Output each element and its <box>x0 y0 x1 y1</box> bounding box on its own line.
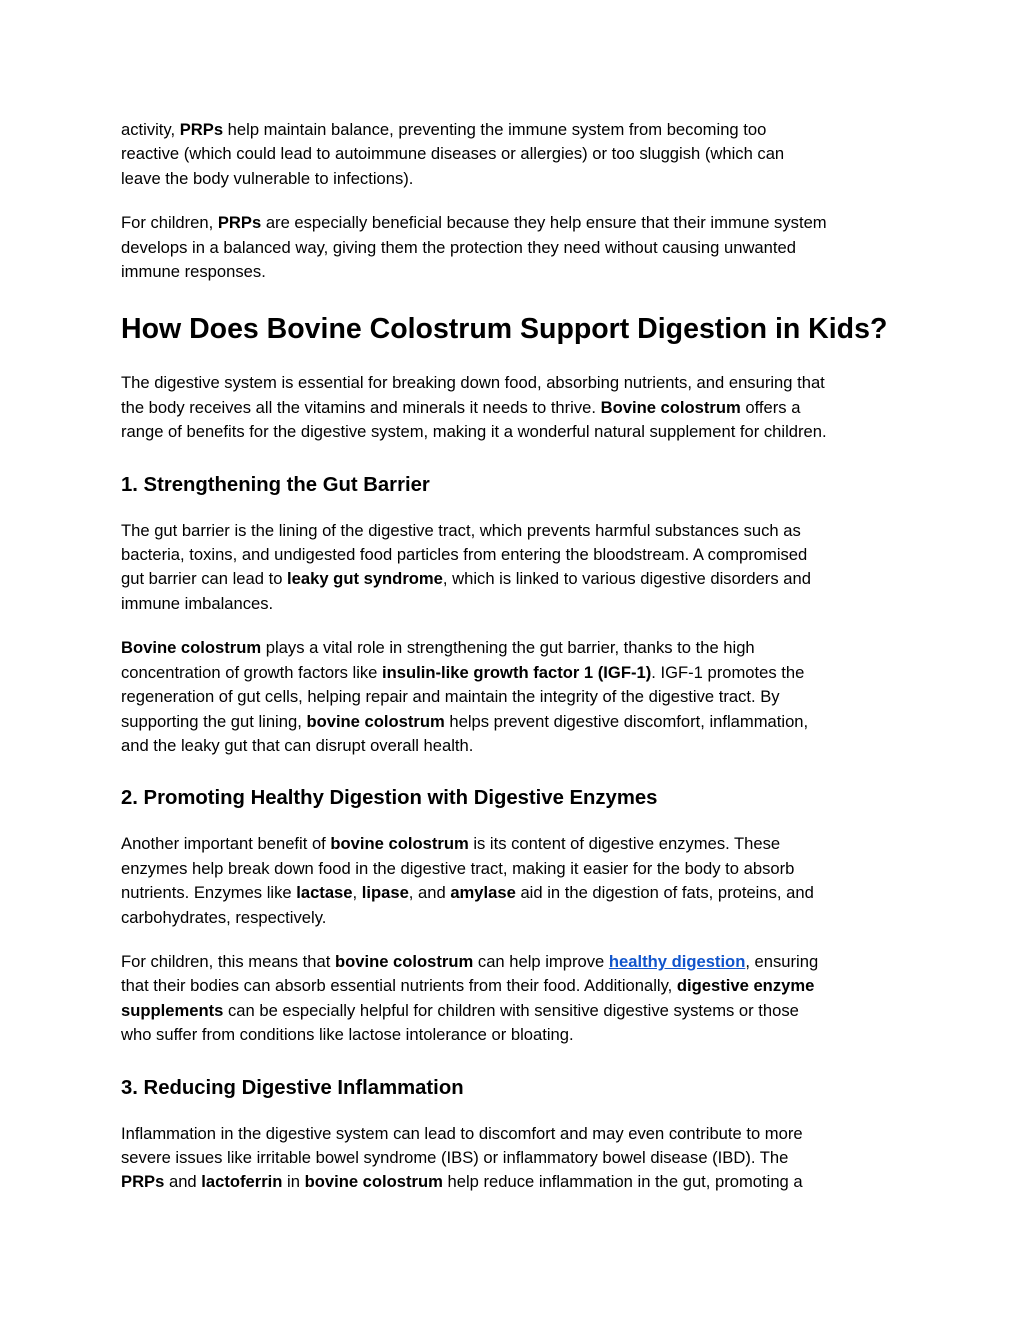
bold-term: PRPs <box>121 1172 165 1192</box>
text-run: offers a range of benefits for the digestive system, making it a wonderful natural supplement for children. <box>121 397 827 442</box>
bold-term: digestive enzyme supplements <box>121 976 815 1020</box>
text-run: 3. Reducing Digestive Inflammation <box>121 1076 464 1099</box>
bold-term: amylase <box>450 883 516 903</box>
healthy-digestion-link[interactable]: healthy digestion <box>608 951 746 971</box>
text-run: 2. Promoting Healthy Digestion with Digestive Enzymes <box>121 787 658 810</box>
text-run: activity, <box>121 120 180 139</box>
text-run: For children, <box>121 213 218 233</box>
bold-term: bovine colostrum <box>304 1172 443 1192</box>
bold-term: PRPs <box>179 120 224 139</box>
paragraph-prps-children <box>121 211 904 284</box>
paragraph-enzymes <box>121 832 904 930</box>
text-run: The digestive system is essential for breaking down food, absorbing nutrients, and ensuring that the body receives all the vitamins and minerals it needs to thrive. <box>121 373 825 417</box>
bold-term: bovine colostrum <box>306 711 445 731</box>
text-run: , and <box>408 883 451 903</box>
text-run: and <box>164 1172 202 1192</box>
paragraph-immune-balance <box>121 118 904 191</box>
document-body <box>121 118 904 1195</box>
bold-term: Bovine colostrum <box>121 638 262 658</box>
bold-term: leaky gut syndrome <box>287 569 443 589</box>
paragraph-igf1 <box>121 636 904 758</box>
paragraph-inflammation <box>121 1122 904 1195</box>
text-run: in <box>282 1172 305 1192</box>
bold-term: bovine colostrum <box>334 951 474 971</box>
text-run: How Does Bovine Colostrum Support Digestion in Kids? <box>121 313 888 346</box>
heading-digestive-enzymes <box>121 785 904 811</box>
bold-term: lipase <box>361 883 409 903</box>
bold-term: lactoferrin <box>201 1172 283 1192</box>
text-run: Inflammation in the digestive system can lead to discomfort and may even contribute to more severe issues like irritable bowel syndrome (IBS) or inflammatory bowel disease (IBD). The <box>121 1123 803 1167</box>
text-run: plays a vital role in strengthening the gut barrier, thanks to the high concentration of growth factors like <box>121 638 755 682</box>
bold-term: PRPs <box>217 213 262 233</box>
text-run: Another important benefit of <box>121 834 331 854</box>
bold-term: bovine colostrum <box>330 834 469 854</box>
heading-inflammation <box>121 1075 904 1101</box>
text-run: helps prevent digestive discomfort, inflammation, and the leaky gut that can disrupt overall health. <box>121 711 809 755</box>
paragraph-digestive-system <box>121 371 904 444</box>
text-run: , ensuring that their bodies can absorb essential nutrients from their food. Additionally, <box>121 951 819 996</box>
text-run: is its content of digestive enzymes. These enzymes help break down food in the digestive tract, making it easier for the body to absorb nutrients. Enzymes like <box>121 834 795 903</box>
text-run: , which is linked to various digestive disorders and immune imbalances. <box>121 569 811 613</box>
heading-gut-barrier <box>121 472 904 498</box>
text-run: . IGF-1 promotes the regeneration of gut cells, helping repair and maintain the integrity of the digestive tract. By supporting the gut lining, <box>121 662 805 731</box>
bold-term: insulin-like growth factor 1 (IGF-1) <box>382 662 652 682</box>
paragraph-healthy-digestion <box>121 950 904 1048</box>
text-run: can help improve <box>473 951 609 971</box>
bold-term: lactase <box>296 883 353 903</box>
text-run: The gut barrier is the lining of the digestive tract, which prevents harmful substances such as bacteria, toxins, and undigested food particles from entering the bloodstream. A compromised gut barrier can lead to <box>121 520 808 589</box>
text-run: help reduce inflammation in the gut, promoting a <box>442 1172 803 1192</box>
text-run: , <box>352 883 362 903</box>
heading-digestion <box>121 311 904 347</box>
paragraph-gut-barrier <box>121 519 904 617</box>
text-run: 1. Strengthening the Gut Barrier <box>121 473 430 496</box>
text-run: help maintain balance, preventing the immune system from becoming too reactive (which could lead to autoimmune diseases or allergies) or too sluggish (which can leave the body vulnerable to infections). <box>121 120 785 188</box>
bold-term: Bovine colostrum <box>600 397 741 417</box>
text-run: can be especially helpful for children with sensitive digestive systems or those who suffer from conditions like lactose intolerance or bloating. <box>121 1000 799 1045</box>
text-run: For children, this means that <box>121 951 335 971</box>
text-run: aid in the digestion of fats, proteins, and carbohydrates, respectively. <box>121 883 814 927</box>
text-run: are especially beneficial because they help ensure that their immune system develops in a balanced way, giving them the protection they need without causing unwanted immune responses. <box>121 213 827 282</box>
